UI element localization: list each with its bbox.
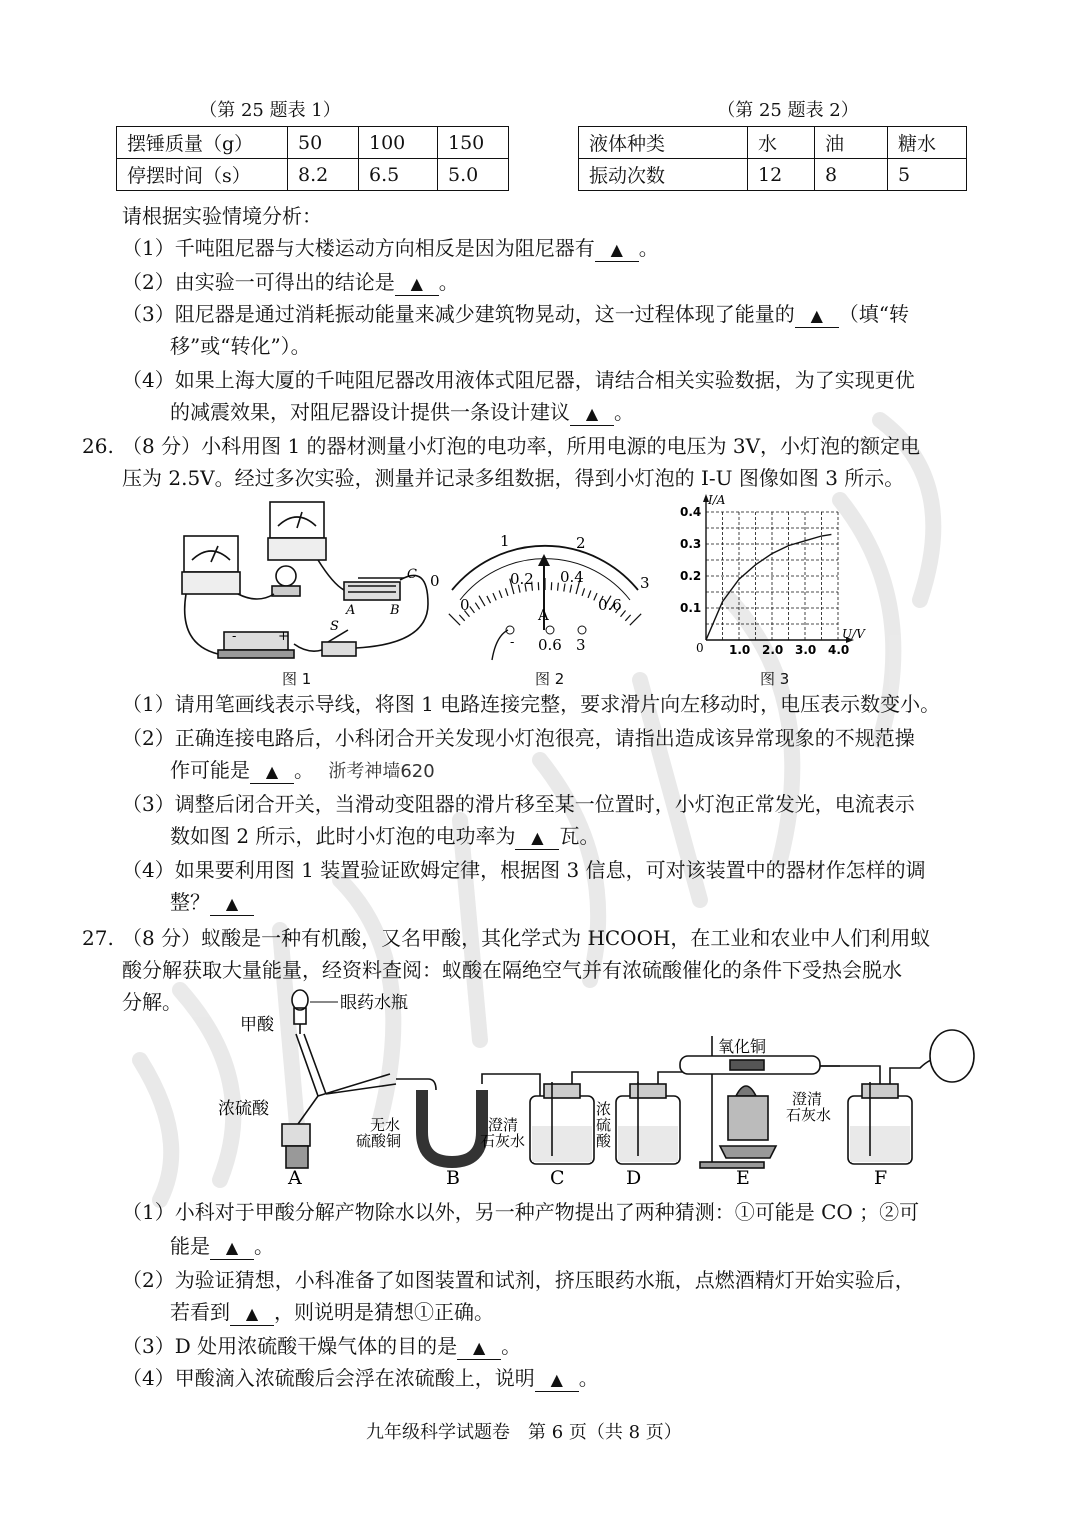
answer-blank[interactable]: ▲ [795,305,839,328]
dial-tick [479,596,485,606]
table-cell: 糖水 [888,127,967,159]
dial-tick [625,615,630,621]
label-limewater-f: 澄清 [792,1090,823,1108]
y-tick-label: 0.1 [680,601,702,615]
tick-top: 3 [640,574,650,592]
label-plus: + [278,629,289,644]
x-axis-label: U/V [842,627,865,641]
text: （填“转 [838,302,909,326]
answer-blank[interactable]: ▲ [570,403,614,426]
table1-caption: （第 25 题表 1） [199,100,341,121]
label-limewater-c: 澄清 [488,1116,519,1134]
text: 。 [254,1234,274,1258]
figure-apparatus [200,986,980,1186]
tick-bottom: 0.4 [560,568,584,586]
text: 。 [638,236,659,260]
unit-label: A [538,606,549,624]
q26-line1: （8 分）小科用图 1 的器材测量小灯泡的电功率，所用电源的电压为 3V，小灯泡的额定电 [122,434,921,458]
dial-tick [449,614,460,625]
q26-part3: （3）调整后闭合开关，当滑动变阻器的滑片移至某一位置时，小灯泡正常发光，电流表示 [122,792,915,816]
dial-tick [493,593,496,600]
x-tick-label: 4.0 [828,643,850,657]
q26-number: 26. [82,434,114,458]
terminal-label: - [510,635,515,650]
x-tick-label: 2.0 [762,643,784,657]
text: ，则说明是猜想①正确。 [274,1300,494,1324]
text: （4）甲酸滴入浓硫酸后会浮在浓硫酸上，说明 [122,1366,535,1390]
dial-tick [459,615,464,621]
dial-tick [487,596,491,603]
tick-top: 2 [576,534,586,552]
table-row [117,127,509,159]
label-c: C [550,1167,565,1186]
dial-tick [505,588,507,596]
table-cell: 摆锤质量（g） [117,127,288,159]
text: 整？ [170,890,210,914]
text: 。 [578,1366,599,1390]
q26-part4-cont [170,888,254,916]
table-cell: 100 [359,127,438,159]
text: （3）D 处用浓硫酸干燥气体的目的是 [122,1334,458,1358]
table2 [578,126,967,191]
q27-part1: （1）小科对于甲酸分解产物除水以外，另一种产物提出了两种猜测：①可能是 CO ；②可 [122,1200,920,1224]
dial-tick [588,591,591,598]
dial-tick [582,588,584,596]
tick-top: 1 [500,532,510,550]
text: 。 [294,758,314,782]
q27-line1: （8 分）蚁酸是一种有机酸，又名甲酸，其化学式为 HCOOH，在工业和农业中人们利用蚁 [122,926,931,950]
table2-caption: （第 25 题表 2） [717,100,859,121]
label-cuso4: 无水 [370,1116,401,1134]
note-text: 浙考神墙620 [328,761,435,782]
q25-intro: 请根据实验情境分析： [122,204,322,228]
dial-tick [630,614,641,625]
q27-part2: （2）为验证猜想，小科准备了如图装置和试剂，挤压眼药水瓶，点燃酒精灯开始实验后， [122,1268,915,1292]
tick-bottom: 0.6 [598,596,622,614]
figure-1-circuit [178,494,438,666]
text: 能是 [170,1234,210,1258]
figure-2-ammeter [430,530,660,670]
label-minus: - [232,629,237,644]
q26-part2-cont [170,756,435,786]
y-tick-label: 0.3 [680,537,702,551]
dial-tick [470,606,475,612]
text: 瓦。 [559,824,600,848]
q26-part4: （4）如果要利用图 1 装置验证欧姆定律，根据图 3 信息，可对该装置中的器材作怎样的调 [122,858,926,882]
figure-2-caption: 图 2 [535,670,565,688]
y-tick-label: 0.4 [680,505,702,519]
text: （1）千吨阻尼器与大楼运动方向相反是因为阻尼器有 [122,236,595,260]
label-f: F [874,1167,888,1186]
q25-part4: （4）如果上海大厦的千吨阻尼器改用液体式阻尼器，请结合相关实验数据，为了实现更优 [122,368,915,392]
table-cell: 5.0 [438,159,509,191]
table-cell: 50 [288,127,359,159]
label-a: A [288,1167,302,1186]
label-e: E [736,1167,750,1186]
text: （2）由实验一可得出的结论是 [122,270,395,294]
q25-part3-cont: 移”或“转化”）。 [170,334,311,358]
table-cell: 油 [815,127,888,159]
answer-blank[interactable]: ▲ [395,273,439,296]
q25-part1 [122,234,659,262]
table-cell: 停摆时间（s） [117,159,288,191]
label-s: S [330,619,339,634]
q25-part2 [122,268,459,296]
tick-bottom: 0.2 [510,570,534,588]
table-cell: 5 [888,159,967,191]
answer-blank[interactable]: ▲ [210,893,254,916]
label-a: A [346,603,356,618]
page-footer: 九年级科学试题卷 第 6 页（共 8 页） [366,1422,682,1443]
table1 [116,126,509,191]
label-limewater-f: 石灰水 [786,1106,832,1124]
label-cuo: 氧化铜 [718,1037,767,1056]
table-row [117,159,509,191]
q26-line2: 压为 2.5V。经过多次实验，测量并记录多组数据，得到小灯泡的 I-U 图像如图 3 所示。 [122,466,905,490]
table-cell: 8.2 [288,159,359,191]
q27-line2: 酸分解获取大量能量，经资料查阅：蚁酸在隔绝空气并有浓硫酸催化的条件下受热会脱水 [122,958,902,982]
terminal-label: 0.6 [538,636,562,654]
table-row [579,159,967,191]
table-cell: 150 [438,127,509,159]
q27-line3: 分解。 [122,990,182,1014]
table-cell: 8 [815,159,888,191]
dial-tick [499,591,502,598]
label-b: B [390,603,400,618]
q26-part2: （2）正确连接电路后，小科闭合开关发现小灯泡很亮，请指出造成该异常现象的不规范操 [122,726,915,750]
q27-part2-cont [170,1298,494,1326]
figure-3-caption: 图 3 [760,670,790,688]
label-formic-acid: 甲酸 [240,1015,274,1035]
table-cell: 振动次数 [579,159,748,191]
terminal-label: 3 [576,636,586,654]
table-cell: 12 [748,159,815,191]
label-dropper: 眼药水瓶 [340,993,408,1013]
table-cell: 液体种类 [579,127,748,159]
answer-blank[interactable]: ▲ [595,239,639,262]
y-tick-label: 0.2 [680,569,702,583]
needle-head [538,554,550,566]
label-conc-d: 酸 [596,1132,612,1150]
q27-number: 27. [82,926,114,950]
answer-blank[interactable]: ▲ [457,1337,501,1360]
answer-blank[interactable]: ▲ [210,1237,254,1260]
label-conc-d: 硫 [596,1116,612,1134]
text: 。 [501,1334,522,1358]
table-row [579,127,967,159]
figure-1-caption: 图 1 [282,670,312,688]
q27-part1-cont [170,1232,274,1260]
label-cuso4: 硫酸铜 [356,1132,402,1150]
table-cell: 水 [748,127,815,159]
text: 数如图 2 所示，此时小灯泡的电功率为 [170,824,516,848]
q27-part3 [122,1332,521,1360]
y-axis-label: I/A [708,493,726,507]
figure-3-iu-graph [676,492,866,668]
tick-top: 0 [430,572,440,590]
x-tick-label: 1.0 [729,643,751,657]
q26-part1: （1）请用笔画线表示导线，将图 1 电路连接完整，要求滑片向左移动时，电压表示数变小。 [122,692,941,716]
label-conc-d: 浓 [596,1100,612,1118]
answer-blank[interactable]: ▲ [535,1369,579,1392]
dial-tick [558,583,559,591]
origin-label: 0 [696,641,704,655]
text: 。 [614,400,634,424]
label-b: B [446,1167,460,1186]
dial-tick [475,603,479,610]
label-c: C [407,567,417,582]
text: 作可能是 [170,758,250,782]
label-h2so4: 浓硫酸 [218,1099,269,1119]
q25-part3 [122,300,909,328]
tick-bottom: 0 [460,596,470,614]
q25-part4-cont [170,398,634,426]
label-limewater-c: 石灰水 [480,1132,526,1150]
text: 的减震效果，对阻尼器设计提供一条设计建议 [170,400,570,424]
answer-blank[interactable]: ▲ [250,761,294,784]
x-tick-label: 3.0 [795,643,817,657]
answer-blank[interactable]: ▲ [515,827,559,850]
text: （3）阻尼器是通过消耗振动能量来减少建筑物晃动，这一过程体现了能量的 [122,302,795,326]
dial-tick [594,593,597,600]
q26-part3-cont [170,822,599,850]
text: 若看到 [170,1300,230,1324]
table-cell: 6.5 [359,159,438,191]
text: 。 [438,270,459,294]
q27-part4 [122,1364,599,1392]
label-d: D [626,1167,642,1186]
answer-blank[interactable]: ▲ [230,1303,274,1326]
